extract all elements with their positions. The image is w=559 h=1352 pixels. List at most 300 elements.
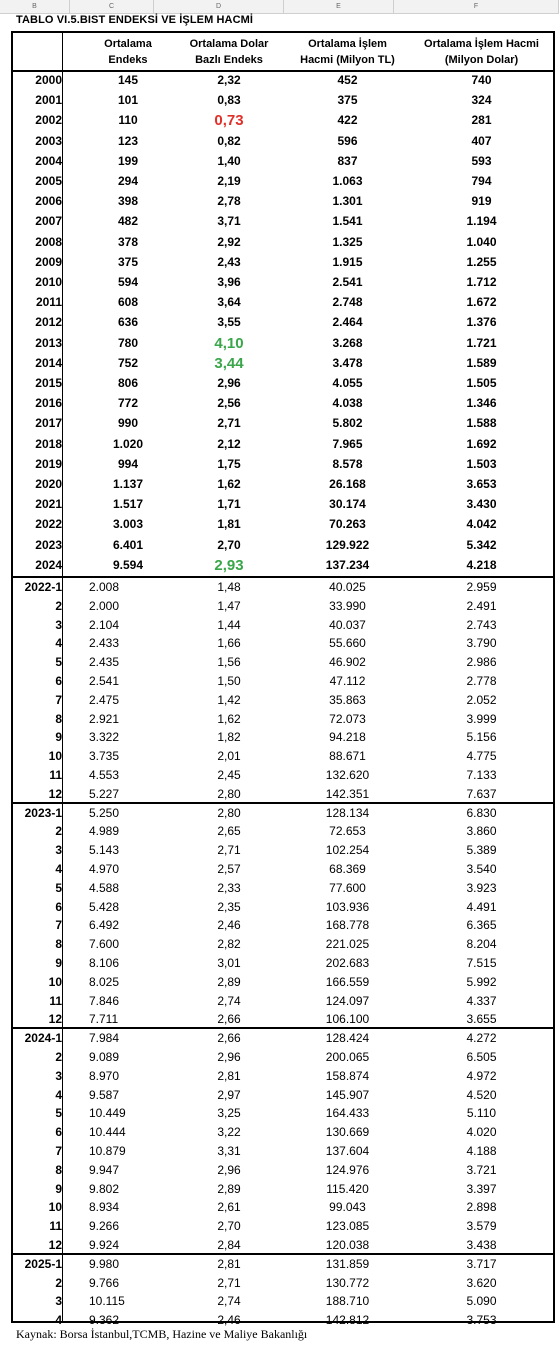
cell-value: 8.204: [466, 937, 497, 952]
cell-value: 1.040: [466, 234, 497, 249]
cell-value: 5.143: [89, 843, 120, 858]
cell-value: 2.491: [466, 598, 497, 613]
table-row: [13, 515, 553, 534]
cell-value: 2,66: [217, 1012, 241, 1027]
table-row: [13, 556, 553, 575]
header-line: Ortalama İşlem Hacmi: [424, 38, 539, 50]
cell-value: 407: [471, 133, 492, 148]
row-label: 2007: [35, 214, 62, 229]
cell-value: 3.753: [466, 1313, 497, 1328]
row-label: 2015: [35, 376, 62, 390]
cell-value: 2,61: [217, 1200, 241, 1215]
row-label: 9: [55, 730, 62, 745]
cell-value: 166.559: [325, 974, 370, 989]
cell-value: 2,74: [217, 1294, 241, 1309]
cell-value: 3.478: [332, 355, 363, 370]
table-row: [13, 879, 553, 897]
cell-value: 3.735: [89, 749, 120, 764]
row-label: 2011: [35, 295, 62, 310]
cell-value: 40.037: [329, 617, 366, 632]
cell-value: 6.830: [466, 805, 497, 820]
cell-value: 132.620: [325, 768, 370, 782]
cell-value: 2,71: [217, 416, 241, 431]
cell-value: 123: [117, 133, 139, 148]
row-label: 7: [55, 918, 62, 933]
cell-value: 7.984: [89, 1031, 120, 1046]
spreadsheet-column-header: [0, 0, 559, 14]
cell-value: 8.106: [89, 956, 120, 970]
cell-value: 1,62: [217, 711, 241, 726]
table-row: [13, 992, 553, 1010]
header-line: Bazlı Endeks: [195, 54, 263, 66]
cell-value: 145: [117, 73, 139, 87]
cell-value: 1.137: [112, 477, 144, 491]
cell-value: 2.052: [466, 692, 497, 707]
table-row: [13, 916, 553, 934]
table-title: TABLO VI.5.BIST ENDEKSİ VE İŞLEM HACMİ: [16, 14, 254, 26]
cell-value: 8.934: [89, 1200, 120, 1215]
table-row: [13, 414, 553, 433]
cell-value: 2,46: [217, 1313, 241, 1328]
cell-value: 2,89: [217, 1181, 241, 1196]
cell-value: 1.255: [466, 254, 497, 269]
cell-value: 2,84: [217, 1238, 241, 1252]
cell-value: 3.653: [466, 477, 497, 491]
cell-value: 636: [117, 315, 139, 330]
cell-value: 2,82: [217, 937, 241, 952]
cell-value: 608: [117, 295, 139, 310]
cell-value: 5.110: [466, 1106, 497, 1121]
cell-value: 3.430: [466, 497, 497, 512]
row-label: 2010: [35, 275, 62, 289]
cell-value: 1,71: [217, 497, 241, 512]
cell-value: 9.587: [89, 1087, 120, 1102]
cell-value: 2,89: [217, 974, 241, 989]
cell-value: 2.778: [466, 674, 497, 688]
cell-value: 9.766: [89, 1275, 120, 1290]
cell-value: 594: [117, 275, 139, 289]
table-row: [13, 475, 553, 494]
cell-value: 4.188: [466, 1144, 497, 1158]
row-label: 4: [55, 636, 62, 651]
table-row: [13, 435, 553, 454]
cell-value: 593: [471, 153, 492, 168]
cell-value: 2.986: [466, 655, 497, 670]
cell-value: 1.194: [466, 214, 497, 229]
cell-value: 1.020: [112, 436, 144, 451]
header-line: (Milyon Dolar): [444, 54, 519, 66]
row-label: 2020: [35, 477, 62, 491]
cell-value: 9.947: [89, 1162, 120, 1177]
cell-value: 106.100: [325, 1012, 370, 1027]
cell-value: 4.272: [466, 1031, 497, 1046]
table-row: [13, 233, 553, 252]
header-line: Endeks: [108, 54, 148, 66]
cell-value: 2,97: [217, 1087, 241, 1102]
cell-value: 2.898: [466, 1200, 497, 1215]
cell-value: 2,92: [217, 234, 241, 249]
table-row: [13, 973, 553, 991]
cell-value: 7.133: [466, 768, 497, 782]
cell-value: 1.721: [466, 335, 497, 350]
cell-value: 102.254: [325, 843, 370, 858]
cell-value: 164.433: [325, 1106, 370, 1121]
cell-value: 4.218: [466, 557, 497, 572]
row-label: 2006: [35, 194, 62, 209]
cell-value: 3.620: [466, 1275, 497, 1290]
row-label: 2025-1: [24, 1256, 62, 1271]
cell-value: 40.025: [329, 580, 366, 594]
cell-value: 8.025: [89, 974, 120, 989]
cell-value: 35.863: [329, 692, 366, 707]
table-row: [13, 1236, 553, 1254]
cell-value: 4.989: [89, 824, 120, 839]
cell-value: 0,82: [217, 133, 241, 148]
cell-value: 482: [117, 214, 139, 229]
cell-value: 6.505: [466, 1050, 497, 1064]
cell-value: 120.038: [325, 1238, 370, 1252]
cell-value: 4.020: [466, 1125, 497, 1140]
table-row: [13, 597, 553, 615]
cell-value: 4.588: [89, 880, 120, 895]
cell-value: 47.112: [329, 674, 366, 688]
cell-value: 9.089: [89, 1050, 120, 1064]
cell-value: 10.449: [89, 1106, 126, 1121]
table-row: [13, 634, 553, 652]
table-row: [13, 132, 553, 151]
cell-value: 1,66: [217, 636, 241, 651]
cell-value: 772: [117, 396, 139, 411]
table-row: [13, 841, 553, 859]
cell-value: 281: [471, 113, 492, 128]
cell-value: 2,96: [217, 1050, 241, 1064]
cell-value: 1.692: [466, 436, 497, 451]
row-label: 2018: [35, 436, 62, 451]
cell-value: 5.342: [466, 537, 497, 552]
cell-value: 5.227: [89, 786, 120, 801]
cell-value: 2,81: [217, 1068, 241, 1083]
cell-value: 2,19: [217, 174, 241, 188]
row-label: 5: [55, 655, 62, 670]
cell-value: 4.970: [89, 862, 120, 876]
cell-value: 2,33: [217, 880, 241, 895]
table-row: [13, 1048, 553, 1066]
cell-value: 1,56: [217, 655, 241, 670]
cell-value: 8.970: [89, 1068, 120, 1083]
cell-value: 3,01: [217, 956, 241, 970]
cell-value: 2.748: [332, 295, 363, 310]
table-row: [13, 747, 553, 765]
cell-value: 7.600: [89, 937, 120, 952]
table-row: [13, 293, 553, 312]
cell-value: 1.589: [466, 355, 497, 370]
column-header-b[interactable]: B: [0, 0, 70, 13]
table-row: [13, 616, 553, 634]
table-row: [13, 935, 553, 953]
cell-value: 130.669: [325, 1125, 370, 1140]
column-header-d[interactable]: D: [154, 0, 284, 13]
cell-value: 46.902: [329, 655, 366, 670]
cell-value: 596: [337, 133, 358, 148]
row-label: 6: [55, 899, 62, 914]
row-label: 3: [55, 843, 62, 858]
cell-value: 2,80: [217, 786, 241, 801]
cell-value: 3.721: [466, 1162, 497, 1177]
cell-value: 26.168: [329, 477, 366, 491]
table-row: [13, 804, 553, 822]
row-label: 2021: [35, 497, 62, 512]
cell-value: 2.000: [89, 598, 120, 613]
row-label: 2: [55, 1275, 62, 1290]
cell-value: 5.156: [466, 730, 497, 745]
cell-value: 1,48: [217, 580, 241, 594]
cell-value: 2,66: [217, 1031, 241, 1046]
table-row: [13, 954, 553, 972]
cell-value: 9.594: [112, 557, 144, 572]
row-label: 2002: [35, 113, 62, 128]
cell-value: 3.790: [466, 636, 497, 651]
cell-value: 1.588: [466, 416, 497, 431]
cell-value: 1.301: [332, 194, 363, 209]
cell-value: 2.743: [466, 617, 497, 632]
cell-value: 2,35: [217, 899, 241, 914]
cell-value: 1.346: [466, 396, 497, 411]
cell-value: 128.424: [325, 1031, 370, 1046]
table-row: [13, 273, 553, 292]
row-label: 2005: [35, 174, 62, 188]
row-label: 2014: [35, 355, 62, 370]
cell-value: 115.420: [326, 1181, 369, 1196]
cell-value: 6.365: [466, 918, 497, 933]
cell-value: 4.042: [466, 517, 497, 532]
header-dolar-bazli-endeks: [173, 36, 285, 68]
cell-value: 5.802: [332, 416, 363, 431]
cell-value: 137.234: [325, 557, 370, 572]
row-label: 11: [49, 1219, 62, 1234]
table-row: [13, 1067, 553, 1085]
table-row: [13, 1180, 553, 1198]
cell-value: 3.923: [466, 880, 497, 895]
table-row: [13, 1161, 553, 1179]
row-label: 4: [55, 1313, 62, 1328]
cell-value: 990: [117, 416, 139, 431]
row-label: 8: [55, 711, 62, 726]
cell-value: 1,75: [217, 456, 241, 471]
cell-value: 6.401: [112, 537, 144, 552]
cell-value: 2,71: [217, 1275, 241, 1290]
header-line: Ortalama Dolar: [189, 38, 269, 50]
table-row: [13, 313, 553, 332]
row-label: 2000: [35, 73, 62, 87]
row-label: 2013: [35, 335, 62, 350]
cell-value: 2,93: [214, 556, 244, 574]
table-row: [13, 578, 553, 596]
cell-value: 4.337: [466, 993, 497, 1008]
cell-value: 0,73: [214, 112, 244, 130]
cell-value: 806: [117, 376, 139, 390]
cell-value: 3.438: [466, 1238, 497, 1252]
cell-value: 2.475: [89, 692, 120, 707]
table-row: [13, 1123, 553, 1141]
cell-value: 4.972: [466, 1068, 497, 1083]
cell-value: 1.376: [466, 315, 497, 330]
row-label: 2: [55, 598, 62, 613]
row-label: 4: [55, 862, 62, 876]
cell-value: 2.104: [89, 617, 120, 632]
cell-value: 8.578: [332, 456, 363, 471]
table-row: [13, 1292, 553, 1310]
cell-value: 158.874: [325, 1068, 370, 1083]
cell-value: 994: [117, 456, 139, 471]
cell-value: 1,47: [217, 598, 241, 613]
cell-value: 452: [337, 73, 358, 87]
cell-value: 4.491: [466, 899, 497, 914]
cell-value: 375: [337, 93, 358, 108]
cell-value: 110: [118, 113, 138, 128]
table-row: [13, 192, 553, 211]
cell-value: 5.090: [466, 1294, 497, 1309]
cell-value: 131.859: [325, 1256, 370, 1271]
cell-value: 124.097: [325, 993, 370, 1008]
cell-value: 2,70: [217, 537, 241, 552]
cell-value: 4,10: [214, 334, 244, 352]
row-label: 5: [55, 880, 62, 895]
table-row: [13, 785, 553, 803]
cell-value: 72.653: [329, 824, 366, 839]
cell-value: 1.915: [332, 254, 363, 269]
table-row: [13, 1217, 553, 1235]
cell-value: 9.362: [89, 1313, 120, 1328]
row-label: 2017: [35, 416, 62, 431]
row-label: 3: [55, 617, 62, 632]
cell-value: 3.717: [466, 1256, 497, 1271]
cell-value: 1.505: [466, 376, 497, 390]
cell-value: 2.921: [89, 711, 120, 726]
cell-value: 3.579: [466, 1219, 497, 1234]
row-label: 7: [55, 1144, 62, 1158]
table-row: [13, 354, 553, 373]
cell-value: 3.268: [332, 335, 363, 350]
cell-value: 2.008: [89, 580, 120, 594]
cell-value: 4.553: [89, 768, 120, 782]
cell-value: 4.775: [466, 749, 497, 764]
column-header-c[interactable]: C: [70, 0, 154, 13]
header-line: Ortalama: [104, 38, 152, 50]
cell-value: 2,71: [217, 843, 241, 858]
row-label: 2009: [35, 254, 62, 269]
cell-value: 378: [117, 234, 139, 249]
row-label: 2024-1: [24, 1031, 62, 1046]
cell-value: 5.250: [89, 805, 120, 820]
cell-value: 123.085: [325, 1219, 370, 1234]
table-row: [13, 91, 553, 110]
row-label: 2004: [35, 153, 62, 168]
cell-value: 2,32: [217, 73, 241, 87]
cell-value: 9.980: [89, 1256, 120, 1271]
cell-value: 0,83: [217, 93, 241, 108]
header-line: Ortalama İşlem: [308, 38, 387, 50]
column-header-e[interactable]: E: [284, 0, 394, 13]
cell-value: 2,57: [217, 862, 241, 876]
table-row: [13, 394, 553, 413]
cell-value: 3.003: [112, 517, 144, 532]
cell-value: 55.660: [329, 636, 366, 651]
cell-value: 3,44: [214, 354, 244, 372]
row-label: 9: [55, 956, 62, 970]
row-label: 5: [55, 1106, 62, 1121]
cell-value: 3.397: [466, 1181, 497, 1196]
cell-value: 130.772: [325, 1275, 370, 1290]
header-ortalama-endeks: [83, 36, 173, 68]
header-line: Hacmi (Milyon TL): [300, 54, 395, 66]
cell-value: 199: [117, 153, 139, 168]
cell-value: 1.672: [466, 295, 497, 310]
table-row: [13, 536, 553, 555]
table-row: [13, 710, 553, 728]
cell-value: 1,62: [217, 477, 241, 491]
cell-value: 3,64: [217, 295, 241, 310]
cell-value: 2.541: [332, 275, 363, 289]
cell-value: 2,12: [217, 436, 241, 451]
cell-value: 1,44: [217, 617, 241, 632]
cell-value: 1,50: [217, 674, 241, 688]
table-row: [13, 1255, 553, 1273]
row-label: 2022-1: [24, 580, 62, 594]
cell-value: 2.464: [332, 315, 363, 330]
cell-value: 3.860: [466, 824, 497, 839]
table-row: [13, 172, 553, 191]
cell-value: 3.540: [466, 862, 497, 876]
table-row: [13, 822, 553, 840]
row-label: 2012: [35, 315, 62, 330]
table-row: [13, 1029, 553, 1047]
cell-value: 200.065: [325, 1050, 370, 1064]
cell-value: 10.879: [89, 1144, 126, 1158]
row-label: 2019: [35, 456, 62, 471]
row-label: 10: [48, 974, 62, 989]
table-row: [13, 898, 553, 916]
cell-value: 3,31: [217, 1144, 241, 1158]
cell-value: 375: [117, 254, 139, 269]
column-header-f[interactable]: F: [394, 0, 559, 13]
row-label: 10: [48, 749, 62, 764]
cell-value: 72.073: [329, 711, 366, 726]
cell-value: 4.520: [466, 1087, 497, 1102]
cell-value: 324: [471, 93, 492, 108]
row-label: 11: [49, 993, 62, 1008]
row-label: 2016: [35, 396, 62, 411]
cell-value: 5.992: [466, 974, 497, 989]
cell-value: 7.965: [332, 436, 363, 451]
table-row: [13, 1198, 553, 1216]
table-row: [13, 455, 553, 474]
cell-value: 2,70: [217, 1219, 241, 1234]
cell-value: 919: [471, 194, 492, 209]
cell-value: 2,56: [217, 396, 241, 411]
cell-value: 2.541: [89, 674, 120, 688]
cell-value: 3.322: [89, 730, 120, 745]
row-label: 9: [55, 1181, 62, 1196]
cell-value: 2,43: [217, 254, 241, 269]
cell-value: 1.503: [466, 456, 497, 471]
table-row: [13, 1010, 553, 1028]
cell-value: 9.266: [89, 1219, 120, 1234]
cell-value: 30.174: [329, 497, 366, 512]
cell-value: 1,42: [217, 692, 241, 707]
row-label: 2023-1: [24, 805, 62, 820]
cell-value: 2,01: [217, 749, 241, 764]
cell-value: 128.134: [325, 805, 370, 820]
